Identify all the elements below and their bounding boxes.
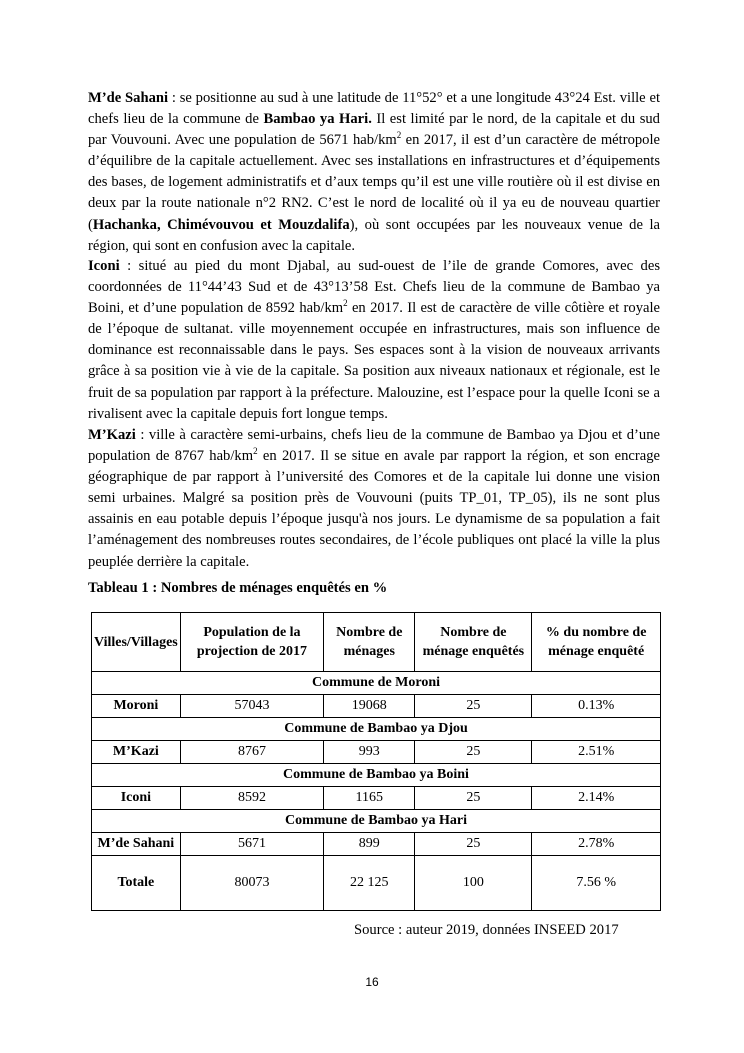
- superscript: 2: [253, 446, 258, 457]
- table-cell: 2.51%: [532, 741, 661, 764]
- text-run: en 2017. Il est de caractère de ville côtière et royale de l’époque de sultanat. ville moyennement occupée en infrastructures, mais son influence de dominance est reconnaissable dans le pays. Ses espaces sont à la vision de nouveaux arrivants grâce à sa position vie à vie de la capitale. Sa position aux niveaux nationaux et régionale, est le fruit de sa population par rapport à la préfecture. Malouzine, est l’espace pour la quelle Iconi se a rivalisent avec la capitale depuis fort longue temps.: [88, 300, 661, 422]
- text-run: Il est limité par le nord, de la capitale et du sud par Vouvouni. Avec une population de 5671 hab/km: [88, 111, 660, 149]
- table-row: [92, 833, 661, 856]
- total-cell: 80073: [180, 856, 323, 911]
- table-cell: 19068: [324, 695, 415, 718]
- table-cell: 993: [324, 741, 415, 764]
- table-cell: 25: [415, 833, 532, 856]
- bold-text: M’de Sahani: [88, 90, 169, 106]
- column-header: Nombre de ménages: [324, 613, 415, 672]
- commune-name: Commune de Bambao ya Hari: [92, 810, 661, 833]
- table-cell: 2.14%: [532, 787, 661, 810]
- table-cell: 25: [415, 741, 532, 764]
- table-row: [92, 695, 661, 718]
- total-cell: 22 125: [324, 856, 415, 911]
- table-caption: Tableau 1 : Nombres de ménages enquêtés en %: [88, 580, 388, 596]
- text-run: : se positionne au sud à une latitude de 11°52° et a une longitude 43°24 Est. ville et chefs lieu de la commune de: [88, 90, 660, 128]
- paragraph-mkazi: [88, 425, 660, 573]
- text-run: : situé au pied du mont Djabal, au sud-ouest de l’ile de grande Comores, avec des coordonnées de 11°44’43 Sud et de 43°13’58 Est. Chefs lieu de la commune de Bambao ya Boini, et d’une population de 8592 hab/km: [88, 258, 660, 317]
- bold-text: M’Kazi: [88, 427, 136, 443]
- commune-row: [92, 810, 661, 833]
- column-header: Population de la projection de 2017: [180, 613, 323, 672]
- commune-name: Commune de Moroni: [92, 672, 661, 695]
- paragraph-mde-sahani: [88, 88, 660, 257]
- total-label: Totale: [92, 856, 181, 911]
- total-cell: 7.56 %: [532, 856, 661, 911]
- village-name: Iconi: [92, 787, 181, 810]
- column-header: Nombre de ménage enquêtés: [415, 613, 532, 672]
- table-cell: 2.78%: [532, 833, 661, 856]
- table-row: [92, 787, 661, 810]
- table-row: [92, 741, 661, 764]
- column-header: % du nombre de ménage enquêté: [532, 613, 661, 672]
- table-cell: 8767: [180, 741, 323, 764]
- commune-row: [92, 764, 661, 787]
- commune-name: Commune de Bambao ya Djou: [92, 718, 661, 741]
- bold-text: Iconi: [88, 258, 120, 274]
- superscript: 2: [396, 130, 402, 141]
- table-cell: 899: [324, 833, 415, 856]
- superscript: 2: [343, 298, 348, 309]
- table-cell: 0.13%: [532, 695, 661, 718]
- households-table: [91, 612, 661, 911]
- page-number: 16: [365, 975, 379, 989]
- text-run: en 2017. Il se situe en avale par rapport la région, et son encrage géographique de par rapport à l’université des Comores et de la capitale lui donne une vision semi urbaines. Malgré sa position près de Vouvouni (puits TP_01, TP_05), ils ne sont plus assainis en eau potable depuis l’époque jusqu'à nos jours. Le dynamisme de sa population a fait l’aménagement des nombreuses routes secondaires, de l’école publiques ont placé la ville la plus peuplée derrière la capitale.: [88, 448, 660, 570]
- paragraph-iconi: [88, 256, 660, 425]
- table-cell: 1165: [324, 787, 415, 810]
- table-cell: 25: [415, 787, 532, 810]
- total-row: [92, 856, 661, 911]
- village-name: Moroni: [92, 695, 181, 718]
- table-header-row: [92, 613, 661, 672]
- column-header: Villes/Villages: [92, 613, 181, 672]
- commune-row: [92, 718, 661, 741]
- total-cell: 100: [415, 856, 532, 911]
- table-cell: 25: [415, 695, 532, 718]
- table-cell: 8592: [180, 787, 323, 810]
- commune-row: [92, 672, 661, 695]
- village-name: M’de Sahani: [92, 833, 181, 856]
- bold-text: Hachanka, Chimévouvou et Mouzdalifa: [92, 216, 350, 233]
- table-cell: 5671: [180, 833, 323, 856]
- table-cell: 57043: [180, 695, 323, 718]
- table-source: Source : auteur 2019, données INSEED 2017: [354, 922, 619, 938]
- text-run: : ville à caractère semi-urbains, chefs lieu de la commune de Bambao ya Djou et d’une population de 8767 hab/km: [88, 427, 660, 465]
- bold-text: Bambao ya Hari.: [263, 111, 372, 128]
- text-run: en 2017, il est d’un caractère de métropole d’équilibre de la capitale actuellement. Avec ses installations en infrastructures et d’équipements des bases, de logement administratifs et d’aux temps qu’il est une ville routière où il est divise en deux par la route nationale n°2 RN2. C’est le nord de localité où il ya eu de nouveau quartier (: [88, 132, 660, 233]
- commune-name: Commune de Bambao ya Boini: [92, 764, 661, 787]
- text-run: ), où sont occupées par les nouveaux venue de la région, qui sont en confusion avec la capitale.: [88, 216, 661, 254]
- village-name: M’Kazi: [92, 741, 181, 764]
